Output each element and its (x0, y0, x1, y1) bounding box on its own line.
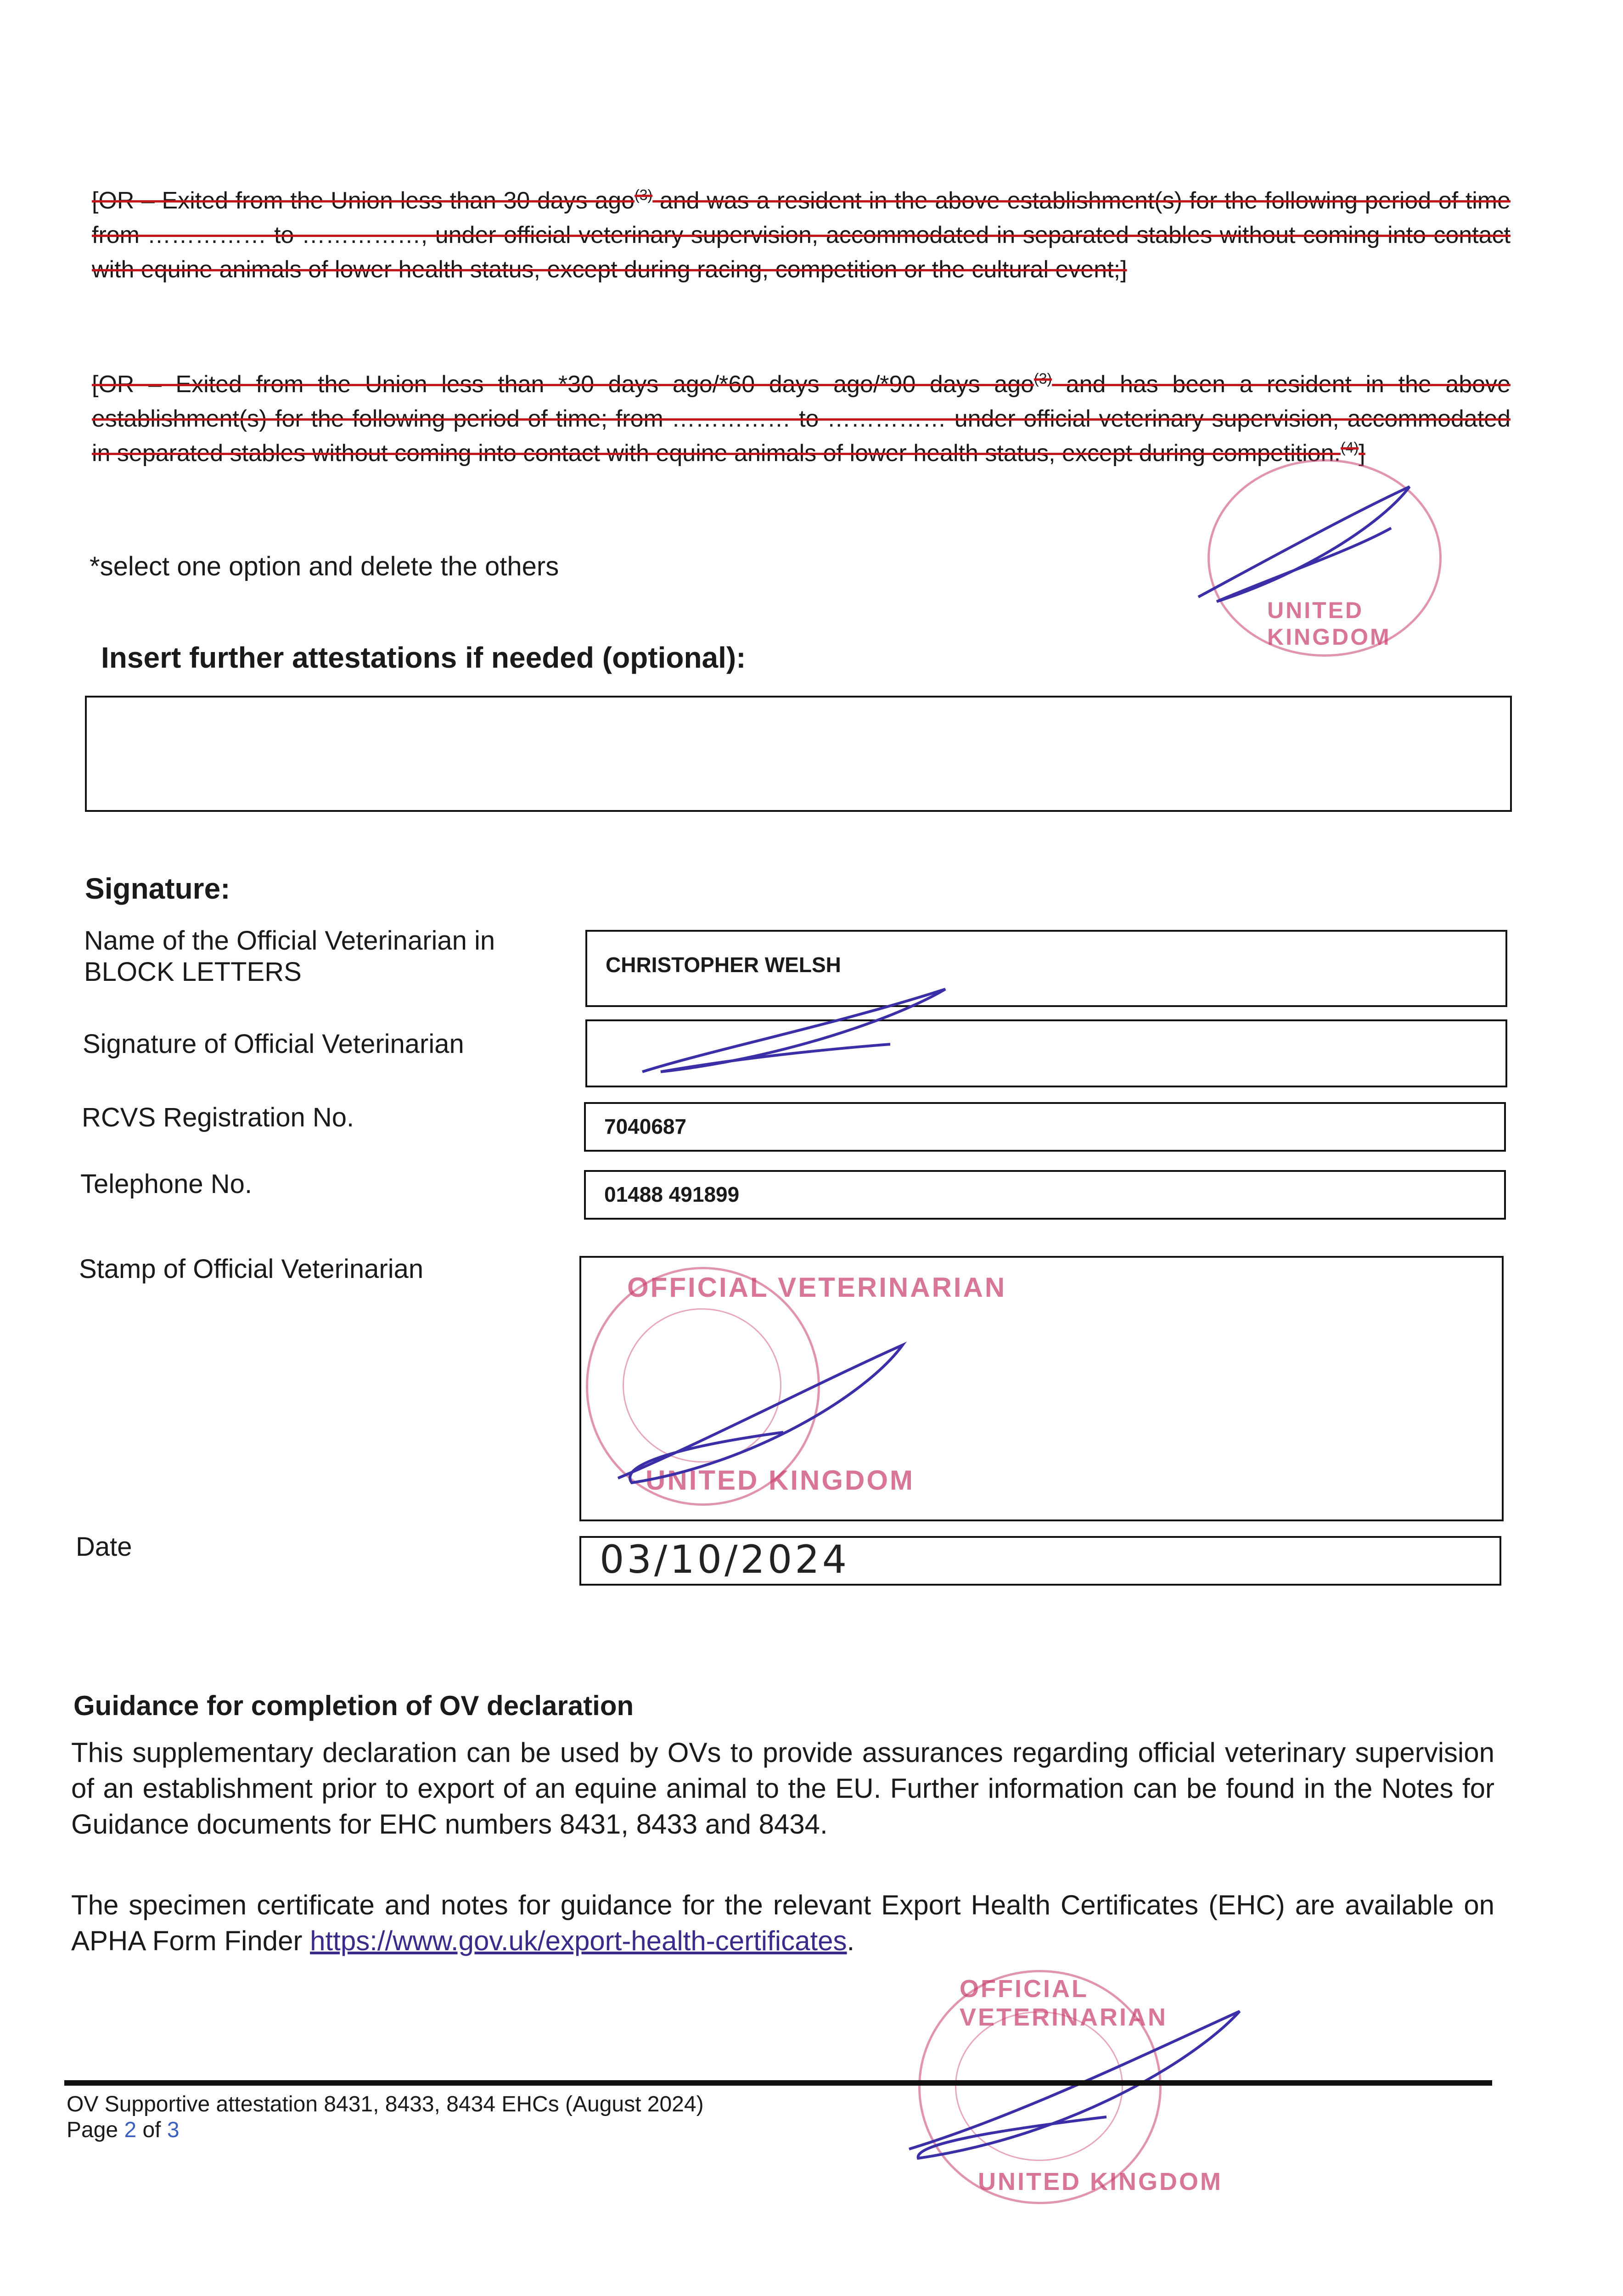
footer (67, 2092, 704, 2143)
footer-page-number (67, 2117, 704, 2143)
stamp-bottom-text: UNITED KINGDOM (978, 2168, 1223, 2195)
page-of: of (136, 2118, 167, 2142)
top-stamp-signature (1189, 459, 1465, 652)
stamp-top-text: OFFICIAL VETERINARIAN (627, 1272, 1007, 1303)
date-value: 03/10/2024 (600, 1537, 850, 1582)
footer-document-title: OV Supportive attestation 8431, 8433, 8434 EHCs (August 2024) (67, 2092, 704, 2116)
page-current: 2 (124, 2118, 137, 2142)
signature-scribble-field (624, 980, 1037, 1081)
stamp-bottom-text: UNITED KINGDOM (1267, 597, 1391, 650)
name-label-line-1: Name of the Official Veterinarian in (84, 926, 495, 956)
further-attestations-heading: Insert further attestations if needed (optional): (101, 641, 746, 674)
further-attestations-input[interactable] (85, 696, 1512, 812)
clause-1-footnote: (3) (635, 186, 653, 203)
guidance-paragraph-2-text: The specimen certificate and notes for guidance for the relevant Export Health Certificates (EHC) are available on APHA Form Finder (71, 1890, 1494, 1956)
rcvs-field[interactable] (584, 1102, 1506, 1152)
signature-scribble (1189, 459, 1465, 652)
clause-2-end: ] (1359, 440, 1365, 467)
date-field[interactable] (579, 1536, 1501, 1586)
signature-heading: Signature: (85, 872, 230, 905)
signature-label: Signature of Official Veterinarian (83, 1029, 464, 1059)
clause-2-footnote: (3) (1034, 370, 1052, 387)
select-note: *select one option and delete the others (90, 551, 559, 581)
phone-value: 01488 491899 (604, 1182, 740, 1206)
phone-field[interactable] (584, 1170, 1506, 1220)
stamp-label: Stamp of Official Veterinarian (79, 1254, 424, 1284)
clause-2-footnote-2: (4) (1340, 439, 1359, 456)
stamp-bottom-text: UNITED KINGDOM (646, 1465, 915, 1496)
guidance-heading: Guidance for completion of OV declaration (73, 1690, 634, 1721)
name-label (84, 925, 495, 988)
footer-rule (64, 2080, 1492, 2086)
form-finder-link[interactable]: https://www.gov.uk/export-health-certificates (310, 1925, 847, 1956)
struck-clause-1 (92, 184, 1511, 287)
clause-2-text: [OR – Exited from the Union less than *30 days ago/*60 days ago/*90 days ago (92, 371, 1034, 398)
stamp-top-text: OFFICIAL VETERINARIAN (960, 1975, 1168, 2031)
guidance-paragraph-1: This supplementary declaration can be used by OVs to provide assurances regarding official veterinary supervision of an establishment prior to export of an equine animal to the EU. Further information can be found in the Notes for Guidance documents for EHC numbers 8431, 8433 and 8434. (71, 1737, 1494, 1840)
name-value: CHRISTOPHER WELSH (606, 953, 841, 977)
name-label-line-2: BLOCK LETTERS (84, 957, 302, 987)
clause-1-text: [OR – Exited from the Union less than 30 days ago (92, 187, 635, 214)
page-prefix: Page (67, 2118, 124, 2142)
page-total: 3 (167, 2118, 180, 2142)
struck-clause-2 (92, 367, 1511, 471)
rcvs-label: RCVS Registration No. (82, 1103, 354, 1132)
clause-2-text-rest: and has been a resident in the above establishment(s) for the following period of time; from …………… to …………… under official veterinary supervision, accommodated in separated stables without coming into contact with equine animals of lower health status, except during competition. (92, 371, 1511, 467)
signature-scribble-stamp (590, 1327, 921, 1510)
stamp-field[interactable] (579, 1256, 1504, 1521)
clause-1-text-rest: and was a resident in the above establishment(s) for the following period of time from …………… to ……………, under official veterinary supervision, accommodated in separated stables without coming into contact with equine animals of lower health status, except during racing, competition or the cultural event;] (92, 187, 1511, 283)
guidance-paragraph-2 (71, 1887, 1494, 1959)
signature-field[interactable] (585, 1019, 1507, 1087)
rcvs-value: 7040687 (604, 1114, 687, 1138)
guidance-paragraph-2-end: . (847, 1925, 855, 1956)
phone-label: Telephone No. (80, 1169, 253, 1199)
date-label: Date (76, 1532, 132, 1562)
